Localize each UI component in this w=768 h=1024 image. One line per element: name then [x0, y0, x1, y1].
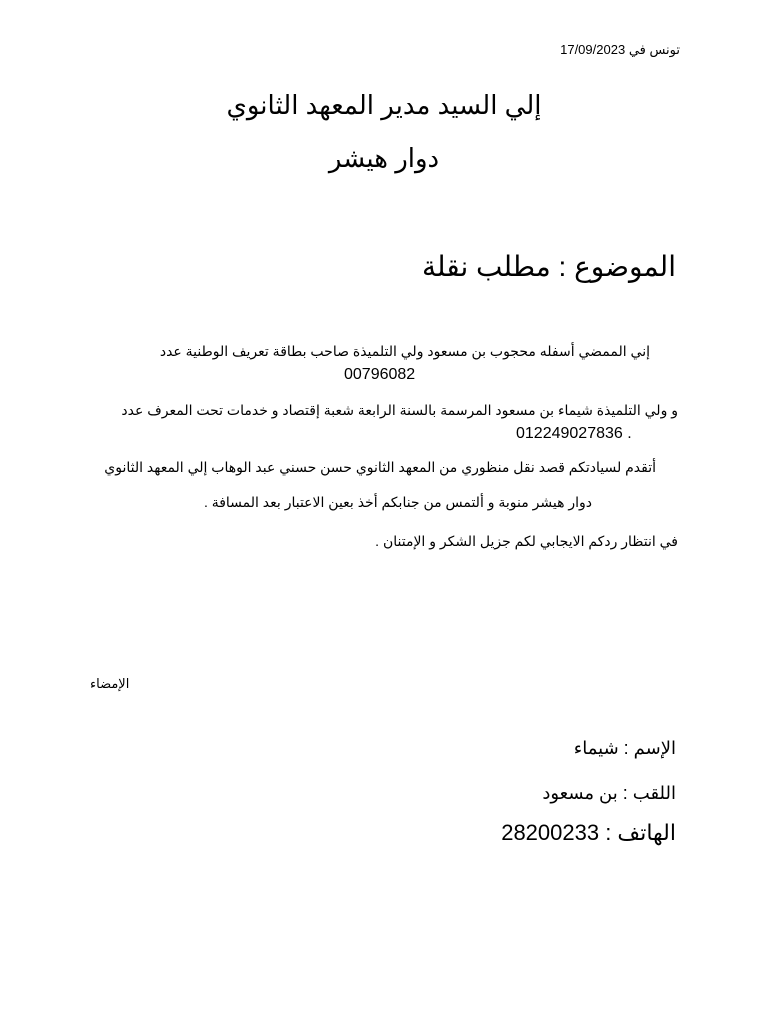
addressee-line-1: إلي السيد مدير المعهد الثانوي — [226, 90, 542, 120]
body-para2-line2: 012249027836 . — [516, 425, 632, 442]
date-place-prefix: تونس في — [628, 42, 680, 57]
body-para4-line1: في انتظار ردكم الايجابي لكم جزيل الشكر و الإمتنان . — [375, 533, 678, 549]
body-para3-line2: دوار هيشر منوبة و ألتمس من جنابكم أخذ بعين الاعتبار بعد المسافة . — [203, 494, 592, 510]
subject-line: الموضوع : مطلب نقلة — [422, 251, 676, 282]
body-para3-line1: أتقدم لسيادتكم قصد نقل منظوري من المعهد الثانوي حسن حسني عبد الوهاب إلي المعهد الثانوي — [104, 459, 656, 475]
signature-label: الإمضاء — [90, 676, 130, 691]
date-line — [560, 42, 680, 58]
info-name-line: الإسم : شيماء — [573, 738, 676, 758]
addressee-line-2: دوار هيشر — [328, 143, 440, 173]
info-phone-line: الهاتف : 28200233 — [501, 820, 676, 845]
date-value: 17/09/2023 — [560, 42, 626, 57]
info-surname-line: اللقب : بن مسعود — [542, 783, 676, 803]
body-para1-line1: إني الممضي أسفله محجوب بن مسعود ولي التلميذة صاحب بطاقة تعريف الوطنية عدد — [159, 343, 650, 359]
body-para1-line2: 00796082 — [344, 366, 416, 383]
body-para2-line1: و ولي التلميذة شيماء بن مسعود المرسمة بالسنة الرابعة شعبة إقتصاد و خدمات تحت المعرف عدد — [121, 402, 678, 418]
